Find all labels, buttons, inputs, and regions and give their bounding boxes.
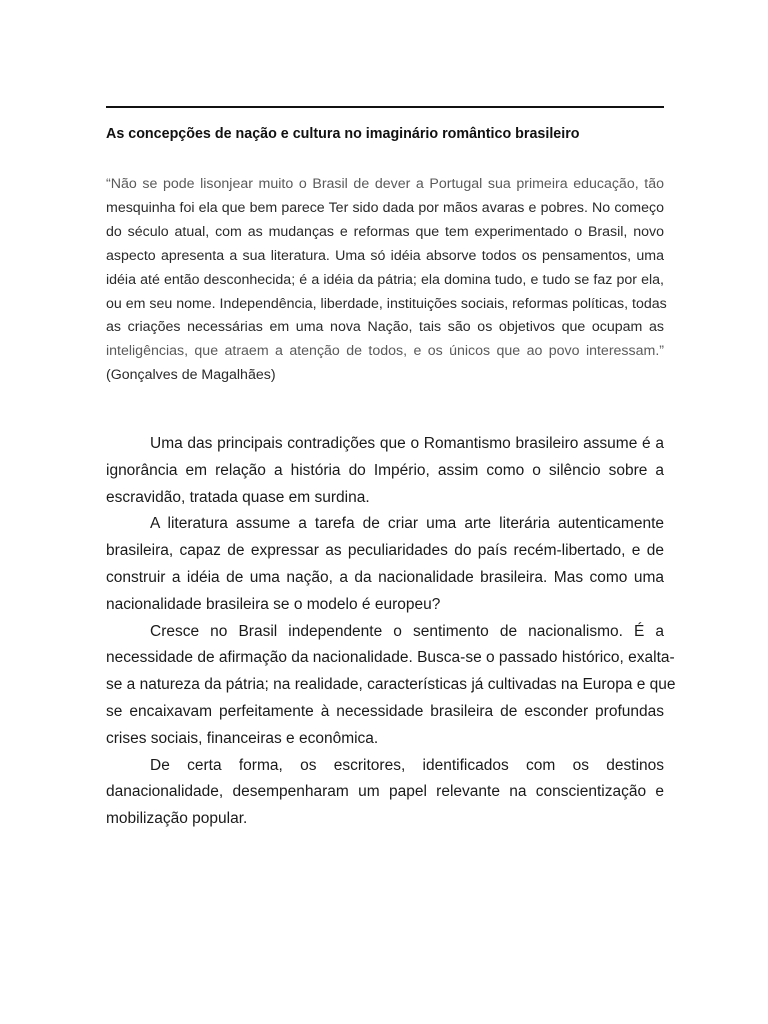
epigraph-line: as criações necessárias em uma nova Nação, tais são os objetivos que ocupam as: [106, 319, 664, 336]
paragraph-line: se encaixavam perfeitamente à necessidade brasileira de esconder profundas: [106, 702, 664, 720]
paragraph-line: A literatura assume a tarefa de criar uma arte literária autenticamente: [150, 515, 664, 533]
header-rule: [106, 106, 664, 108]
paragraph-line: crises sociais, financeiras e econômica.: [106, 729, 379, 747]
epigraph-line: aspecto apresenta a sua literatura. Uma só idéia absorve todos os pensamentos, uma: [106, 247, 664, 264]
paragraph-line: mobilização popular.: [106, 810, 248, 828]
paragraph-line: danacionalidade, desempenharam um papel relevante na conscientização e: [106, 783, 664, 801]
paragraph-line: Cresce no Brasil independente o sentimento de nacionalismo. É a: [150, 622, 664, 640]
epigraph-line: inteligências, que atraem a atenção de todos, e os únicos que ao povo interessam.”: [106, 343, 664, 360]
epigraph-line: “Não se pode lisonjear muito o Brasil de dever a Portugal sua primeira educação, tão: [106, 176, 664, 192]
paragraph-line: De certa forma, os escritores, identificados com os destinos: [150, 756, 664, 774]
epigraph-attribution: (Gonçalves de Magalhães): [106, 367, 276, 384]
epigraph-line: do século atual, com as mudanças e reformas que tem experimentado o Brasil, novo: [106, 223, 664, 240]
paragraph-line: Uma das principais contradições que o Romantismo brasileiro assume é a: [150, 435, 664, 452]
document-title: As concepções de nação e cultura no imaginário romântico brasileiro: [106, 126, 580, 142]
paragraph-line: brasileira, capaz de expressar as peculiaridades do país recém-libertado, e de: [106, 542, 664, 560]
paragraph-line: necessidade de afirmação da nacionalidade. Busca-se o passado histórico, exalta-: [106, 649, 675, 667]
paragraph-line: escravidão, tratada quase em surdina.: [106, 488, 370, 506]
paragraph-line: ignorância em relação a história do Império, assim como o silêncio sobre a: [106, 461, 664, 479]
epigraph-line: ou em seu nome. Independência, liberdade, instituições sociais, reformas políticas, todas: [106, 295, 667, 312]
epigraph-line: idéia até então desconhecida; é a idéia da pátria; ela domina tudo, e tudo se faz por ela,: [106, 271, 664, 288]
paragraph-line: construir a idéia de uma nação, a da nacionalidade brasileira. Mas como uma: [106, 568, 664, 586]
paragraph-line: nacionalidade brasileira se o modelo é europeu?: [106, 595, 441, 613]
epigraph-quote: [106, 173, 667, 388]
paragraph-line: se a natureza da pátria; na realidade, características já cultivadas na Europa e que: [106, 676, 676, 694]
epigraph-line: mesquinha foi ela que bem parece Ter sido dada por mãos avaras e pobres. No começo: [106, 199, 664, 216]
body-text: [106, 431, 676, 833]
